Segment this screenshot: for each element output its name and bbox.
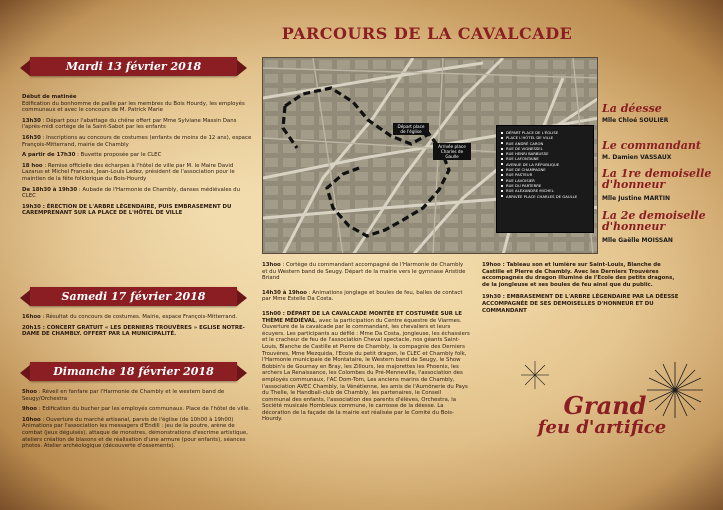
legend-item: RUE PASTEUR: [501, 172, 589, 177]
legend-item: AVENUE DE LA RÉPUBLIQUE: [501, 162, 589, 167]
mardi-schedule: [22, 94, 254, 221]
page-title: PARCOURS DE LA CAVALCADE: [281, 24, 573, 43]
legend-item: ARRIVÉE PLACE CHARLES DE GAULLE: [501, 194, 589, 199]
map-flag-start: Départ place de l'église: [393, 123, 429, 135]
list-item: 16h30 : Inscriptions au concours de costumes (enfants de moins de 12 ans), espace François-Mitterrand, mairie de Chambly: [22, 134, 252, 148]
samedi-schedule: [22, 314, 254, 342]
list-item: 19h30 : EMBRASEMENT DE L'ARBRE LÉGENDAIRE PAR LA DÉESSE ACCOMPAGNÉE DE SES DEMOISELLES D'HONNEUR ET DU COMMANDANT: [482, 294, 679, 314]
list-item: De 18h30 à 19h30 : Aubade de l'Harmonie de Chambly, danses médiévales du CLEC: [22, 186, 241, 200]
finale-subtitle: feu d'artifice: [537, 417, 667, 438]
legend-item: RUE DU PARTERRE: [501, 183, 589, 188]
legend-item: RUE LAVOISIER: [501, 178, 589, 183]
list-item: Début de matinée Edification du bonhomme de paille par les membres du Bois Hourdy, les employés communaux et avec le concours de M. Patrick Marie: [22, 94, 245, 114]
map-flag-end: Arrivée place Charles de Gaulle: [433, 143, 471, 160]
legend-item: PLACE L'HÔTEL DE VILLE: [501, 135, 589, 140]
role-name: Mlle Chloé SOULIER: [602, 117, 669, 124]
role-title: La déesse: [602, 102, 662, 115]
list-item: 19hoo : Tableau son et lumière sur Saint-Louis, Blanche de Castille et Pierre de Chambly. Avec les Derniers Trouvères accompagnés du dragon illuminé de l'Ecole des petits dragons, de la jongleuse et ses boules de feu ainsi que du public.: [482, 262, 675, 288]
list-item: 5hoo : Réveil en fanfare par l'Harmonie de Chambly et le western band de Seugy/Orchestra: [22, 389, 225, 402]
list-item: 9hoo : Edification du bucher par les employés communaux. Place de l'hôtel de ville.: [22, 406, 251, 413]
legend-item: DÉPART PLACE DE L'ÉGLISE: [501, 130, 589, 135]
legend-item: RUE LAFONTAINE: [501, 156, 589, 161]
legend-item: RUE DE VIGNESSEL: [501, 146, 589, 151]
firework-small-icon: [520, 360, 550, 390]
legend-item: RUE HENRI BARBUSSE: [501, 151, 589, 156]
role-name: M. Damien VASSAUX: [602, 154, 672, 161]
legend-item: RUE ALEXANDRE MICHEL: [501, 188, 589, 193]
role-name: Mlle Justine MARTIN: [602, 195, 670, 202]
list-item: 20h15 : CONCERT GRATUIT « LES DERNIERS TROUVÈRES » EGLISE NOTRE-DAME DE CHAMBLY. OFFERT PAR LA MUNICIPALITÉ.: [22, 324, 245, 338]
list-item: 18 hoo : Remise officielle des écharpes à l'hôtel de ville par M. le Maire David Lazarus et Michel Francaix, Jean-Louis Ledez, président de l'association pour le maintien de la fête folklorique du Bois-Hourdy: [22, 162, 235, 182]
role-title: Le commandant: [602, 139, 701, 152]
list-item: 10hoo : Ouverture du marché artisanal, parvis de l'église (de 10h00 à 19h00) Animations par l'association les messagers d'Endill : jeu de la poutre, arène de combat (jeux déguisés), attaque de monstres, démonstrations d'escrime artistique, ateliers création de blasons et de réalisation d'une armure (pour enfants), séances photos. Atelier archéologique (découverte d'ossements).: [22, 416, 248, 450]
legend-item: RUE DE CHAMPAGNE: [501, 167, 589, 172]
banner-mardi: Mardi 13 février 2018: [30, 57, 237, 76]
list-item: 13hoo : Cortège du commandant accompagné de l'Harmonie de Chambly et du Western band de Seugy. Départ de la mairie vers le gymnase Aristide Briand: [262, 262, 466, 282]
list-item: 15h00 : DÉPART DE LA CAVALCADE MONTÉE ET COSTUMÉE SUR LE THÈME MÉDIÉVAL, avec la participation du Centre équestre de Viarmes. Ouverture de la cavalcade par le commandant, les chevaliers et leurs écuyers. Les participants au défilé : Mme Da Costa, jongleuse, les échassiers et le cracheur de feu de l'association Cheval spectacle, nos géants Saint-Louis, Blanche de Castille et Pierre de Chambly, la compagnie des Derniers Trouvères, Mme Mezquida, l'Ecole du petit dragon, le CLEC et Chambly folk, l'Harmonie municipale de Montataire, le Western band de Seugy, le Show Bobbin's de Gournay en Bray, les Zillours, les majorettes les Phoenix, les archers La Renaissance, les Colombes du Pré-Menneville, l'association des employés communaux, l'AC Dom-Tom, Les anciens marins de Chambly, l'association AVEC Chambly, la Vénétienne, les amis de l'Aumônerie du Pays du Thelle, le Handball-club de Chambly, les partenaires, le Conseil communal des enfants, l'association des parents d'élèves, Orchestra, la Société musicale Hombleux commune, le carrosse de la déesse. La décoration de la façade de la mairie est réalisée par le Comité du Bois-Hourdy.: [262, 310, 470, 423]
list-item: 16hoo : Résultat du concours de costumes. Mairie, espace François-Mitterrand.: [22, 314, 238, 320]
list-item: A partir de 17h30 : Buvette proposée par le CLEC: [22, 152, 162, 159]
list-item: 14h30 à 19hoo : Animations jonglage et boules de feu, balles de contact par Mme Estelle Da Costa.: [262, 289, 463, 303]
legend-item: RUE ANDRÉ CARON: [501, 141, 589, 146]
banner-dimanche: Dimanche 18 février 2018: [30, 362, 237, 381]
evening-schedule: [482, 262, 682, 318]
list-item: 19h30 : ÉRECTION DE L'ARBRE LÉGENDAIRE, PUIS EMBRASEMENT DU CAREMPRENANT SUR LA PLACE DE L'HÔTEL DE VILLE: [22, 203, 232, 217]
role-title: La 1re demoiselle d'honneur: [602, 167, 712, 191]
dimanche-schedule: [22, 389, 254, 454]
list-item: 13h30 : Départ pour l'abattage du chêne offert par Mme Sylviane Massin Dans l'après-midi cortège de la Saint-Sabot par les enfants: [22, 117, 237, 131]
role-name: Mlle Gaëlle MOISSAN: [602, 237, 673, 244]
banner-samedi: Samedi 17 février 2018: [30, 287, 237, 306]
finale-title: Grand: [563, 391, 647, 420]
cavalcade-schedule: [262, 262, 470, 427]
map-legend: [496, 125, 594, 233]
role-title: La 2e demoiselle d'honneur: [602, 209, 706, 233]
